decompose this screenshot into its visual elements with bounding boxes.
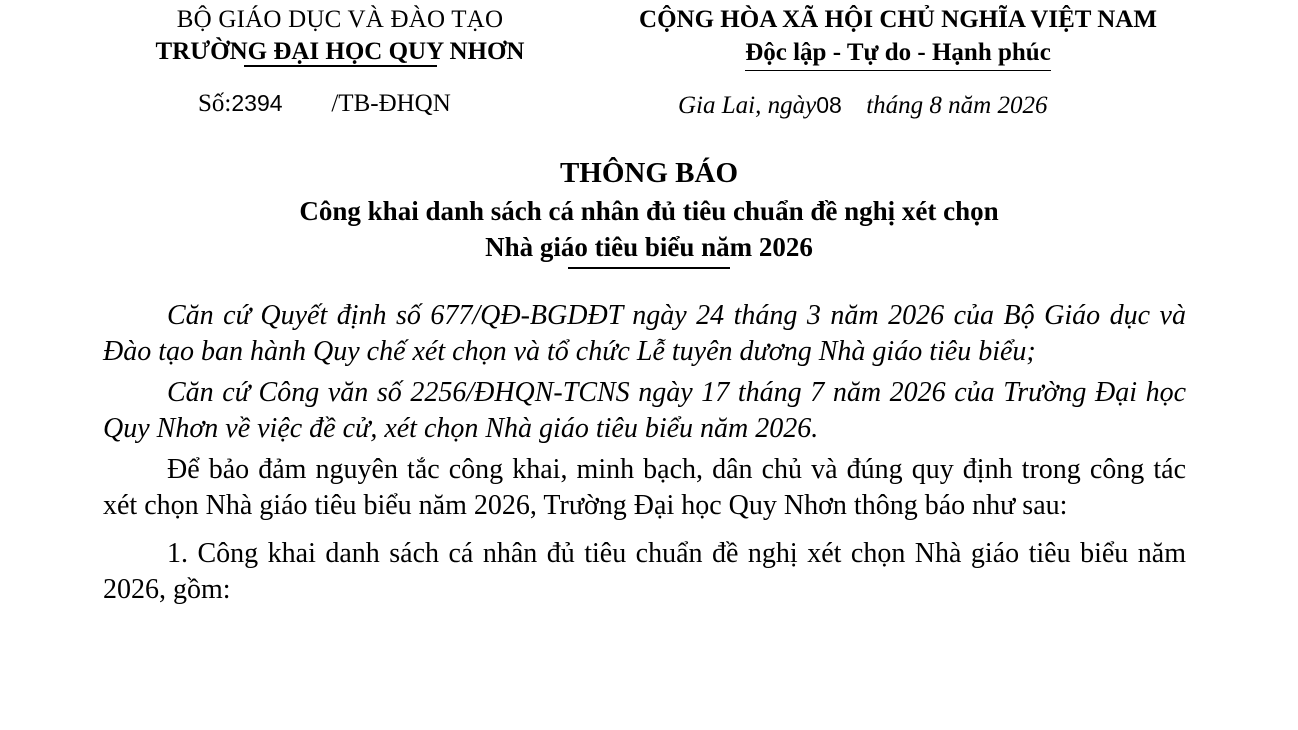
title-underline bbox=[568, 267, 730, 269]
number-value: 2394 bbox=[231, 90, 283, 116]
document-title-block bbox=[0, 153, 1298, 269]
document-number bbox=[198, 86, 451, 121]
date-suffix: tháng 8 năm 2026 bbox=[866, 92, 1048, 119]
ministry-name: BỘ GIÁO DỤC VÀ ĐÀO TẠO bbox=[176, 6, 504, 33]
title-line-2: Nhà giáo tiêu biểu năm 2026 bbox=[485, 232, 813, 262]
issuing-agency-block bbox=[110, 4, 570, 67]
nation-name: CỘNG HÒA XÃ HỘI CHỦ NGHĨA VIỆT NAM bbox=[639, 6, 1157, 33]
number-suffix: /TB-ĐHQN bbox=[331, 90, 451, 117]
school-name: TRƯỜNG ĐẠI HỌC QUY NHƠN bbox=[155, 38, 525, 65]
date-prefix: Gia Lai, ngày bbox=[678, 92, 817, 119]
national-motto: Độc lập - Tự do - Hạnh phúc bbox=[745, 36, 1051, 71]
item-1-paragraph: 1. Công khai danh sách cá nhân đủ tiêu chuẩn đề nghị xét chọn Nhà giáo tiêu biểu năm 2026, gồm: bbox=[103, 538, 1186, 605]
purpose-paragraph: Để bảo đảm nguyên tắc công khai, minh bạch, dân chủ và đúng quy định trong công tác xét chọn Nhà giáo tiêu biểu năm 2026, Trường Đại học Quy Nhơn thông báo như sau: bbox=[103, 454, 1186, 521]
legal-basis-paragraph-1: Căn cứ Quyết định số 677/QĐ-BGDĐT ngày 24 tháng 3 năm 2026 của Bộ Giáo dục và Đào tạo ban hành Quy chế xét chọn và tổ chức Lễ tuyên dương Nhà giáo tiêu biểu; bbox=[103, 300, 1186, 367]
date-day: 08 bbox=[816, 92, 842, 118]
legal-basis-paragraph-2: Căn cứ Công văn số 2256/ĐHQN-TCNS ngày 17 tháng 7 năm 2026 của Trường Đại học Quy Nhơn về việc đề cử, xét chọn Nhà giáo tiêu biểu năm 2026. bbox=[103, 377, 1186, 444]
number-prefix: Số: bbox=[198, 90, 232, 117]
title-line-1: Công khai danh sách cá nhân đủ tiêu chuẩn đề nghị xét chọn bbox=[299, 196, 999, 226]
document-date bbox=[678, 88, 1047, 123]
document-body bbox=[103, 298, 1186, 613]
national-motto-block bbox=[588, 4, 1208, 71]
document-type-title: THÔNG BÁO bbox=[559, 157, 739, 189]
